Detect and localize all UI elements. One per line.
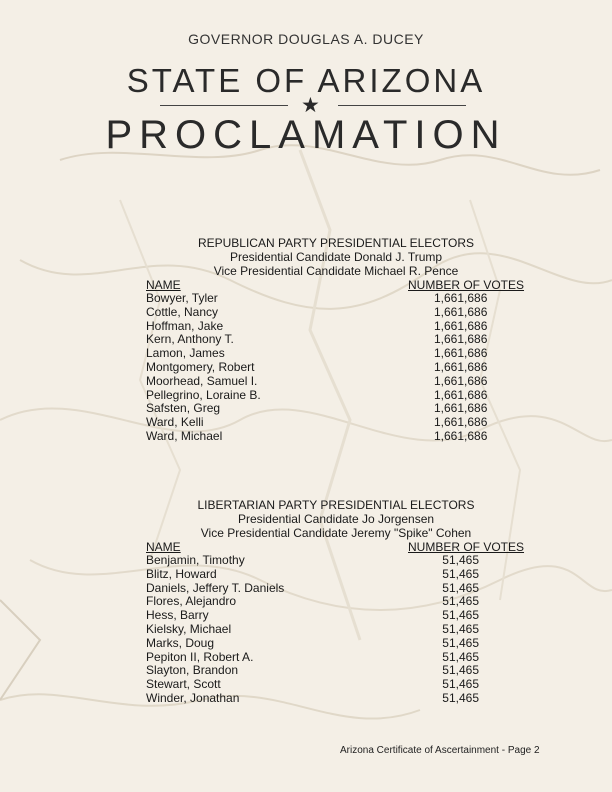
elector-votes: 1,661,686 xyxy=(434,318,488,333)
elector-name: Hoffman, Jake xyxy=(146,318,224,333)
republican-president: Presidential Candidate Donald J. Trump xyxy=(229,250,443,264)
elector-row xyxy=(146,292,526,306)
elector-name: Daniels, Jeffery T. Daniels xyxy=(146,580,285,595)
elector-name: Marks, Doug xyxy=(146,635,215,650)
libertarian-electors-section xyxy=(146,498,526,706)
elector-name: Ward, Kelli xyxy=(146,415,204,430)
column-header-votes: NUMBER OF VOTES xyxy=(408,540,525,554)
elector-name: Montgomery, Robert xyxy=(146,359,255,374)
elector-row xyxy=(146,637,526,651)
star-icon: ★ xyxy=(301,94,320,117)
elector-votes: 51,465 xyxy=(442,621,479,636)
libertarian-elector-list xyxy=(146,554,526,706)
elector-name: Blitz, Howard xyxy=(146,566,217,581)
elector-votes: 1,661,686 xyxy=(434,373,488,388)
republican-elector-list xyxy=(146,292,526,444)
elector-row xyxy=(146,664,526,678)
elector-name: Moorhead, Samuel I. xyxy=(146,373,258,388)
republican-column-headers xyxy=(146,278,526,292)
elector-row xyxy=(146,375,526,389)
elector-votes: 51,465 xyxy=(442,566,479,581)
elector-name: Pepiton II, Robert A. xyxy=(146,649,254,664)
column-header-name: NAME xyxy=(146,278,181,292)
elector-row xyxy=(146,609,526,623)
elector-name: Kern, Anthony T. xyxy=(146,332,234,347)
republican-electors-section xyxy=(146,236,526,444)
elector-name: Ward, Michael xyxy=(146,428,223,443)
republican-heading: REPUBLICAN PARTY PRESIDENTIAL ELECTORS xyxy=(197,236,475,250)
elector-name: Safsten, Greg xyxy=(146,401,221,416)
elector-name: Slayton, Brandon xyxy=(146,663,239,678)
divider-line-left xyxy=(160,105,288,106)
elector-name: Kielsky, Michael xyxy=(146,621,232,636)
elector-votes: 1,661,686 xyxy=(434,291,488,305)
elector-votes: 51,465 xyxy=(442,594,479,609)
divider-line-right xyxy=(338,105,466,106)
elector-row xyxy=(146,554,526,568)
elector-row xyxy=(146,306,526,320)
elector-votes: 1,661,686 xyxy=(434,428,488,443)
libertarian-heading: LIBERTARIAN PARTY PRESIDENTIAL ELECTORS xyxy=(197,498,475,512)
elector-row xyxy=(146,389,526,403)
elector-votes: 51,465 xyxy=(442,635,479,650)
elector-name: Flores, Alejandro xyxy=(146,594,237,609)
column-header-votes: NUMBER OF VOTES xyxy=(408,278,525,292)
elector-row xyxy=(146,430,526,444)
elector-name: Hess, Barry xyxy=(146,608,209,623)
elector-votes: 1,661,686 xyxy=(434,332,488,347)
proclamation-title: PROCLAMATION xyxy=(105,113,507,157)
elector-votes: 1,661,686 xyxy=(434,359,488,374)
elector-row xyxy=(146,692,526,706)
elector-name: Winder, Jonathan xyxy=(146,690,240,705)
elector-name: Stewart, Scott xyxy=(146,677,221,692)
elector-row xyxy=(146,361,526,375)
elector-votes: 1,661,686 xyxy=(434,415,488,430)
state-title: STATE OF ARIZONA xyxy=(126,62,486,99)
elector-votes: 51,465 xyxy=(442,580,479,595)
column-header-name: NAME xyxy=(146,540,181,554)
elector-name: Benjamin, Timothy xyxy=(146,553,245,567)
elector-name: Pellegrino, Loraine B. xyxy=(146,387,261,402)
elector-votes: 51,465 xyxy=(442,663,479,678)
elector-votes: 51,465 xyxy=(442,690,479,705)
elector-row xyxy=(146,651,526,665)
elector-row xyxy=(146,582,526,596)
elector-votes: 51,465 xyxy=(442,608,479,623)
elector-row xyxy=(146,568,526,582)
elector-name: Bowyer, Tyler xyxy=(146,291,218,305)
elector-row xyxy=(146,623,526,637)
elector-votes: 1,661,686 xyxy=(434,387,488,402)
elector-row xyxy=(146,416,526,430)
page-footer: Arizona Certificate of Ascertainment - Page 2 xyxy=(340,745,540,756)
elector-votes: 51,465 xyxy=(442,677,479,692)
elector-row xyxy=(146,347,526,361)
elector-row xyxy=(146,678,526,692)
elector-votes: 51,465 xyxy=(442,649,479,664)
elector-row xyxy=(146,402,526,416)
elector-votes: 1,661,686 xyxy=(434,304,488,319)
elector-votes: 51,465 xyxy=(442,553,479,567)
libertarian-column-headers xyxy=(146,540,526,554)
republican-vice-president: Vice Presidential Candidate Michael R. Pence xyxy=(213,264,459,278)
governor-name: GOVERNOR DOUGLAS A. DUCEY xyxy=(188,31,424,47)
elector-votes: 1,661,686 xyxy=(434,401,488,416)
elector-name: Lamon, James xyxy=(146,346,225,361)
elector-name: Cottle, Nancy xyxy=(146,304,219,319)
elector-row xyxy=(146,333,526,347)
libertarian-president: Presidential Candidate Jo Jorgensen xyxy=(237,512,435,526)
libertarian-vice-president: Vice Presidential Candidate Jeremy "Spike" Cohen xyxy=(200,526,472,540)
elector-row xyxy=(146,320,526,334)
elector-row xyxy=(146,595,526,609)
elector-votes: 1,661,686 xyxy=(434,346,488,361)
